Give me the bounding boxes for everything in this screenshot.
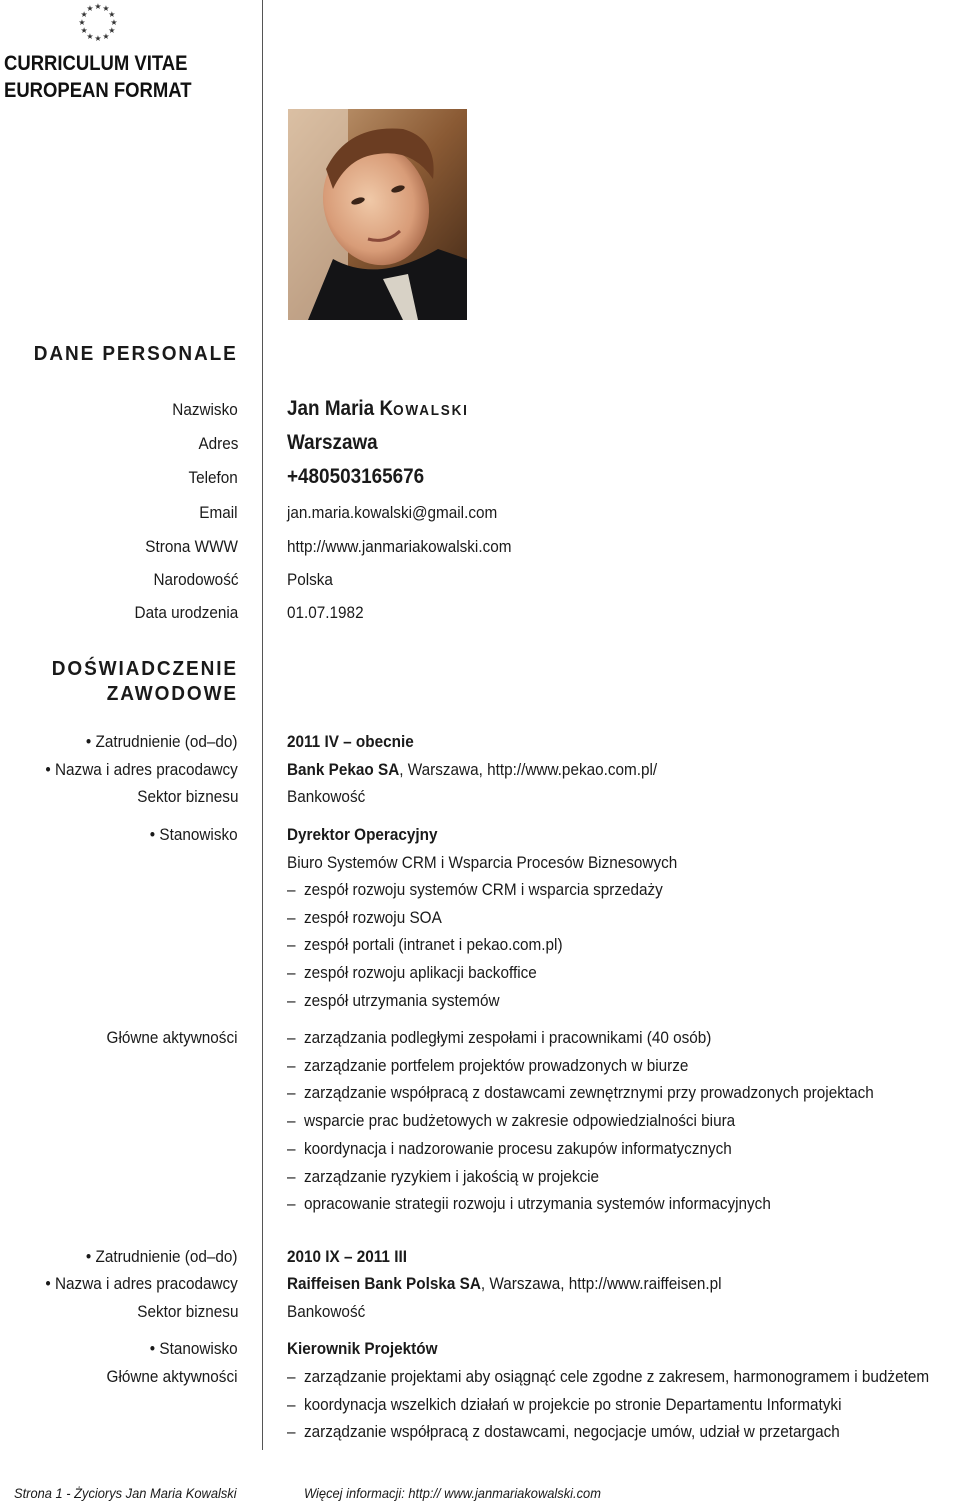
job1-department: Biuro Systemów CRM i Wsparcia Procesów Biznesowych: [287, 853, 678, 872]
job1-position-label: • Stanowisko: [150, 825, 238, 845]
footer-more-info-link[interactable]: Więcej informacji: http:// www.janmariakowalski.com: [304, 1485, 601, 1501]
surname-label: Nazwisko: [172, 400, 238, 419]
job1-activity-item: – wsparcie prac budżetowych w zakresie odpowiedzialności biura: [287, 1111, 735, 1131]
eu-star-icon: ★: [80, 26, 88, 35]
eu-star-icon: ★: [80, 10, 88, 19]
job1-team-item: – zespół portali (intranet i pekao.com.pl): [287, 935, 563, 955]
eu-star-icon: ★: [94, 34, 102, 42]
phone-label: Telefon: [188, 468, 238, 487]
job1-activity-item: – zarządzanie współpracą z dostawcami zewnętrznymi przy prowadzonych projektach: [287, 1083, 874, 1103]
email-value[interactable]: jan.maria.kowalski@gmail.com: [287, 503, 498, 522]
eu-star-icon: ★: [108, 26, 116, 35]
column-divider: [262, 0, 263, 1450]
job1-team-item: – zespół rozwoju aplikacji backoffice: [287, 963, 537, 983]
job1-sector-label: Sektor biznesu: [136, 787, 238, 806]
job2-activity-item: – koordynacja wszelkich działań w projekcie po stronie Departamentu Informatyki: [287, 1395, 841, 1415]
job1-employer: [287, 760, 657, 780]
phone-value: +480503165676: [287, 465, 425, 488]
job1-activity-item: – opracowanie strategii rozwoju i utrzymania systemów informacyjnych: [287, 1194, 771, 1214]
job1-position: Dyrektor Operacyjny: [287, 825, 438, 844]
job1-sector: Bankowość: [287, 787, 366, 806]
cv-title: [4, 50, 192, 104]
job2-period-label: • Zatrudnienie (od–do): [86, 1247, 238, 1267]
eu-star-icon: ★: [78, 18, 86, 27]
job1-activity-item: – koordynacja i nadzorowanie procesu zakupów informatycznych: [287, 1139, 732, 1159]
eu-star-icon: ★: [86, 4, 94, 14]
job2-employer-rest: , Warszawa, http://www.raiffeisen.pl: [480, 1274, 722, 1293]
job1-employer-rest: , Warszawa, http://www.pekao.com.pl/: [399, 760, 658, 779]
footer-page-info: Strona 1 - Życiorys Jan Maria Kowalski: [14, 1485, 237, 1501]
website-label: Strona WWW: [145, 537, 238, 556]
job2-position: Kierownik Projektów: [287, 1339, 438, 1358]
eu-star-icon: ★: [108, 10, 116, 19]
eu-star-icon: ★: [94, 2, 102, 11]
surname-value: [287, 397, 469, 421]
address-label: Adres: [198, 434, 238, 453]
eu-star-icon: ★: [86, 31, 94, 41]
eu-stars-icon: [76, 2, 120, 42]
experience-title-line2: ZAWODOWE: [106, 683, 238, 705]
job1-period: 2011 IV – obecnie: [287, 732, 414, 751]
job1-activity-item: – zarządzanie ryzykiem i jakością w projekcie: [287, 1167, 599, 1187]
experience-title-line1: DOŚWIADCZENIE: [51, 658, 238, 680]
job2-position-label: • Stanowisko: [150, 1339, 238, 1359]
experience-section-title: [52, 657, 238, 707]
job2-activity-item: – zarządzanie współpracą z dostawcami, negocjacje umów, udział w przetargach: [287, 1422, 840, 1442]
nationality-value: Polska: [287, 570, 333, 589]
cv-title-line2: EUROPEAN FORMAT: [4, 79, 192, 102]
nationality-label: Narodowość: [152, 570, 238, 589]
job2-employer-name: Raiffeisen Bank Polska SA: [287, 1274, 481, 1293]
job2-period: 2010 IX – 2011 III: [287, 1247, 407, 1266]
birth-date-value: 01.07.1982: [287, 603, 364, 622]
birth-date-label: Data urodzenia: [134, 603, 238, 622]
job1-team-item: – zespół utrzymania systemów: [287, 991, 500, 1011]
job2-activities-label: Główne aktywności: [107, 1367, 238, 1386]
job2-activity-item: – zarządzanie projektami aby osiągnąć cele zgodne z zakresem, harmonogramem i budżetem: [287, 1367, 929, 1387]
job1-team-item: – zespół rozwoju systemów CRM i wsparcia sprzedaży: [287, 880, 663, 900]
job1-activities-label: Główne aktywności: [107, 1028, 238, 1047]
job2-sector: Bankowość: [287, 1302, 366, 1321]
job2-sector-label: Sektor biznesu: [136, 1302, 238, 1321]
job1-period-label: • Zatrudnienie (od–do): [86, 732, 238, 752]
portrait-photo: [288, 109, 467, 320]
eu-star-icon: ★: [102, 4, 110, 14]
job2-employer: [287, 1274, 722, 1294]
eu-star-icon: ★: [110, 18, 118, 27]
personal-section-title: DANE PERSONALE: [34, 343, 238, 365]
job1-employer-name: Bank Pekao SA: [287, 760, 400, 779]
job1-employer-label: • Nazwa i adres pracodawcy: [46, 760, 238, 780]
surname-first: Jan Maria K: [287, 397, 394, 420]
email-label: Email: [199, 503, 238, 522]
surname-caps: OWALSKI: [393, 402, 469, 419]
cv-title-line1: CURRICULUM VITAE: [4, 52, 188, 75]
job1-team-item: – zespół rozwoju SOA: [287, 908, 442, 928]
website-value[interactable]: http://www.janmariakowalski.com: [287, 537, 512, 556]
eu-star-icon: ★: [102, 31, 110, 41]
job1-activity-item: – zarządzania podległymi zespołami i pracownikami (40 osób): [287, 1028, 711, 1048]
job1-activity-item: – zarządzanie portfelem projektów prowadzonych w biurze: [287, 1056, 688, 1076]
job2-employer-label: • Nazwa i adres pracodawcy: [46, 1274, 238, 1294]
address-value: Warszawa: [287, 431, 378, 454]
